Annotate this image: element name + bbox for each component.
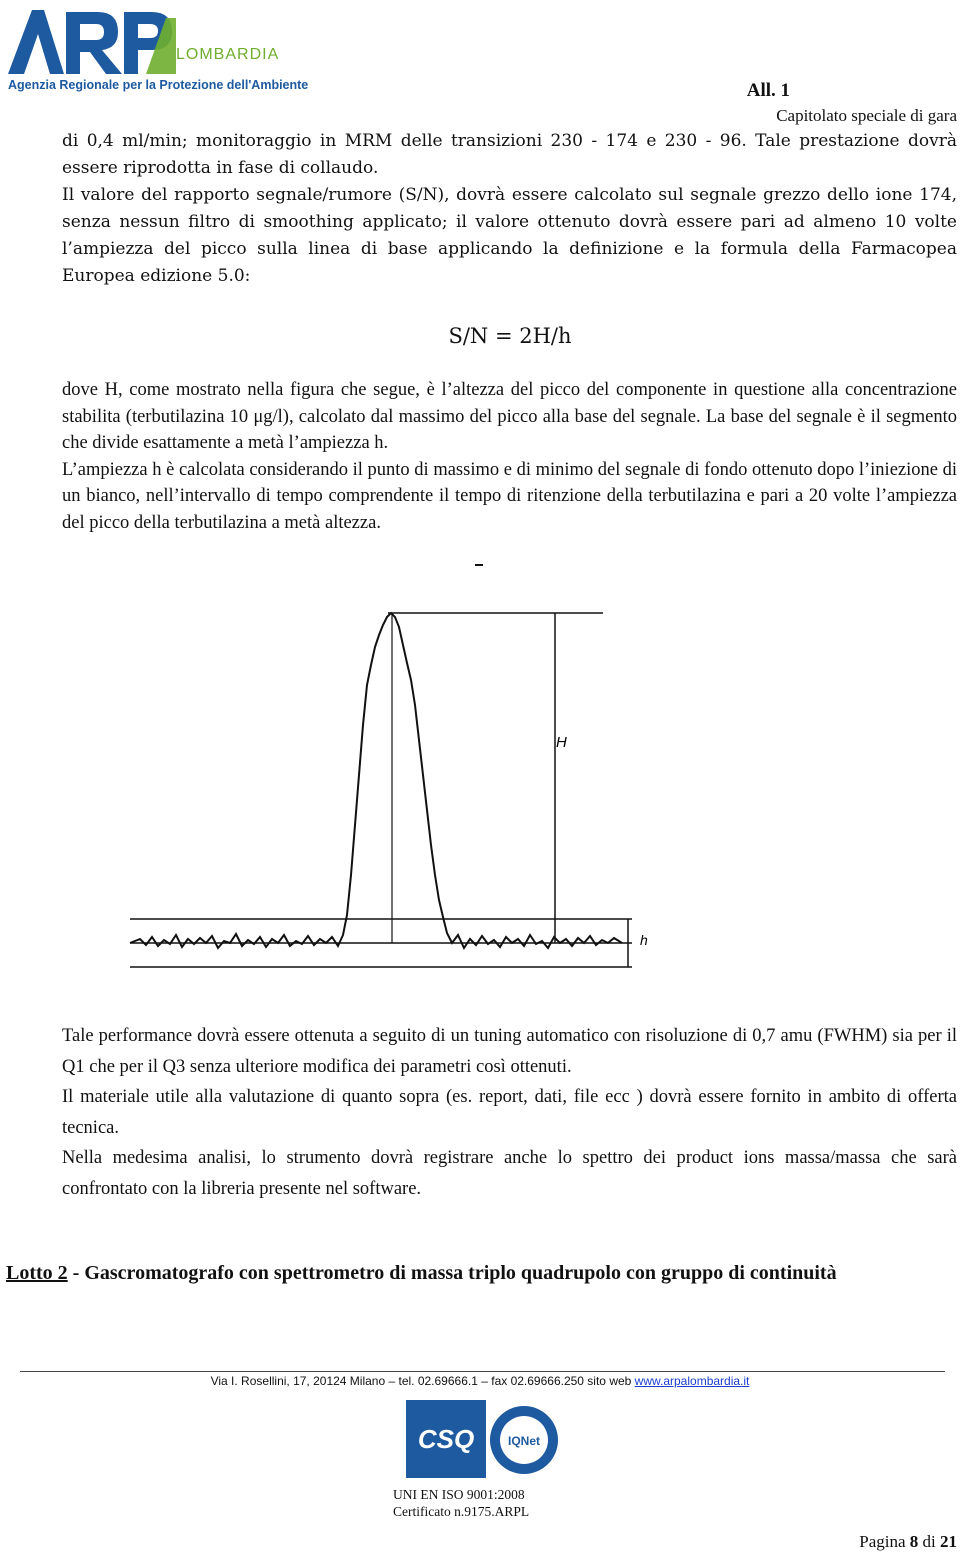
logo-region: LOMBARDIA	[176, 46, 280, 63]
document-title: Capitolato speciale di gara	[776, 106, 957, 125]
iqnet-text: IQNet	[507, 1434, 541, 1448]
website-link[interactable]: www.arpalombardia.it	[634, 1374, 750, 1388]
paragraph-text: Tale performance dovrà essere ottenuta a seguito di un tuning automatico con risoluzione di 0,7 amu (FWHM) sia per il Q1 che per il Q3 senza ulteriore modifica dei parametri così ottenuti.	[62, 1026, 957, 1077]
paragraph-definitions	[62, 377, 957, 536]
arpa-logo	[6, 4, 176, 76]
page-current: 8	[909, 1532, 919, 1551]
certificate-number: Certificato n.9175.ARPL	[393, 1504, 530, 1519]
paragraph-performance	[62, 1021, 957, 1205]
signal-trace	[130, 613, 622, 948]
paragraph-text: L’ampiezza h è calcolata considerando il punto di massimo e di minimo del segnale di fondo ottenuto dopo l’iniezione di un bianco, nell’intervallo di tempo comprendente il tempo di ritenzione della terbutilazina e pari a 20 volte l’ampiezza del picco della terbutilazina a metà altezza.	[62, 459, 957, 533]
page-total: 21	[940, 1532, 957, 1551]
attachment-label: All. 1	[746, 80, 790, 101]
paragraph-text: Il materiale utile alla valutazione di quanto sopra (es. report, dati, file ecc ) dovrà essere fornito in ambito di offerta tecnica.	[62, 1087, 957, 1138]
page-separator: di	[918, 1532, 940, 1551]
label-h: h	[640, 932, 648, 948]
lotto-title: - Gascromatografo con spettrometro di massa triplo quadrupolo con gruppo di continuità	[67, 1262, 837, 1284]
sn-formula: S/N = 2H/h	[448, 324, 572, 348]
lotto-label: Lotto 2	[6, 1262, 68, 1284]
page-label: Pagina	[859, 1532, 910, 1551]
peak-figure	[0, 555, 960, 995]
address-text: Via I. Rosellini, 17, 20124 Milano – tel. 02.69666.1 – fax 02.69666.250 sito web	[210, 1374, 635, 1388]
page-number	[859, 1532, 957, 1552]
paragraph-line: di 0,4 ml/min; monitoraggio in MRM delle transizioni 230 - 174 e 230 - 96. Tale prestazione dovrà essere riprodotta in fase di collaudo.	[62, 131, 957, 178]
logo-tagline: Agenzia Regionale per la Protezione dell'Ambiente	[8, 78, 309, 92]
footer-divider	[20, 1371, 945, 1372]
paragraph-text: Il valore del rapporto segnale/rumore (S/N), dovrà essere calcolato sul segnale grezzo dello ione 174, senza nessun filtro di smoothing applicato; il valore ottenuto dovrà essere pari ad almeno 10 volte l’ampiezza del picco sulla linea di base applicando la definizione e la formula della Farmacopea Europea edizione 5.0:	[62, 185, 957, 286]
certification-text	[393, 1486, 529, 1520]
iso-standard: UNI EN ISO 9001:2008	[393, 1487, 525, 1502]
paragraph-text: dove H, come mostrato nella figura che segue, è l’altezza del picco del componente in questione alla concentrazione stabilita (terbutilazina 10 μg/l), calcolato dal massimo del picco alla base del segnale. La base del segnale è il segmento che divide esattamente a metà l’ampiezza h.	[62, 380, 957, 453]
paragraph-text: Nella medesima analisi, lo strumento dovrà registrare anche lo spettro dei product ions massa/massa che sarà confrontato con la libreria presente nel software.	[62, 1148, 957, 1199]
lotto-heading	[6, 1260, 958, 1287]
certification-logos	[406, 1400, 558, 1480]
paragraph-sn-intro	[62, 128, 957, 290]
label-H: H	[556, 734, 567, 751]
csq-text: CSQ	[417, 1424, 475, 1454]
footer-address	[0, 1374, 960, 1388]
